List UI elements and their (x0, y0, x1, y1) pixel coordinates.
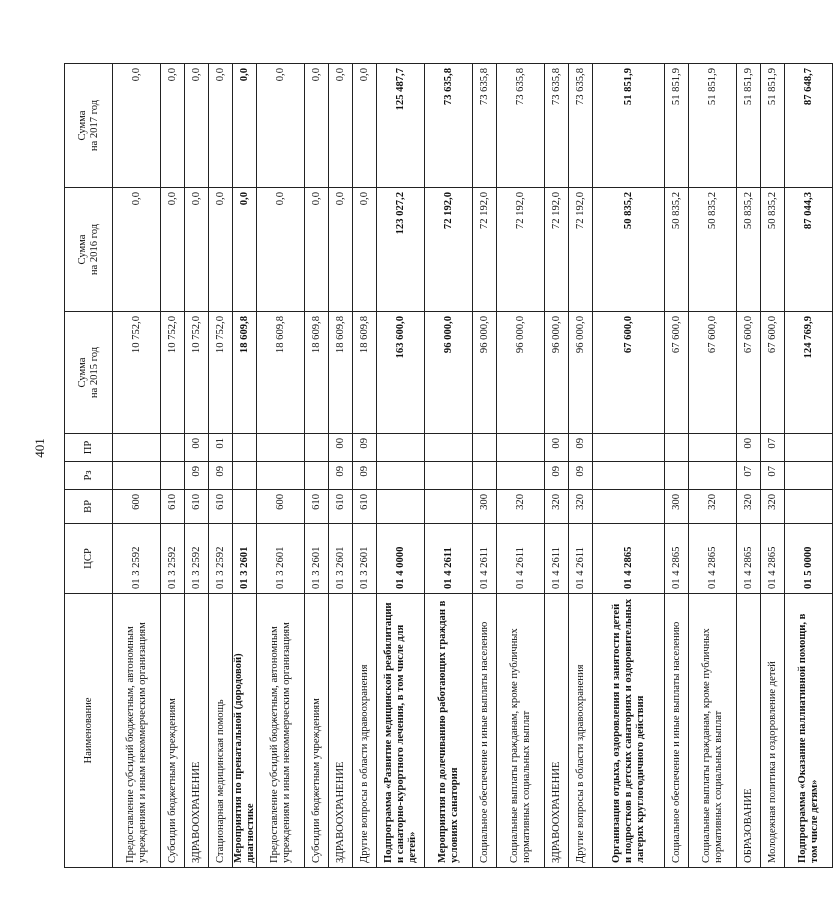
table-row (569, 64, 593, 868)
cell-vr: 610 (161, 490, 185, 524)
header-cell: Сумма на 2017 год (65, 64, 113, 188)
cell-rz (377, 462, 425, 490)
page-number: 401 (31, 438, 47, 458)
cell-csr: 01 3 2592 (185, 524, 209, 594)
cell-vr: 610 (353, 490, 377, 524)
cell-pr: 01 (209, 434, 233, 462)
cell-s2017: 73 635,8 (545, 64, 569, 188)
cell-s2016: 0,0 (185, 188, 209, 312)
cell-pr (473, 434, 497, 462)
table-row (233, 64, 257, 868)
cell-s2017: 51 851,9 (593, 64, 665, 188)
cell-csr: 01 3 2592 (161, 524, 185, 594)
cell-s2017: 0,0 (185, 64, 209, 188)
table-row (545, 64, 569, 868)
table-row (353, 64, 377, 868)
header-cell: ЦСР (65, 524, 113, 594)
cell-name: ЗДРАВООХРАНЕНИЕ (329, 594, 353, 868)
header-cell: Рз (65, 462, 113, 490)
cell-s2016: 72 192,0 (497, 188, 545, 312)
cell-s2015: 67 600,0 (689, 312, 737, 434)
header-cell: Сумма на 2015 год (65, 312, 113, 434)
cell-csr: 01 4 2865 (761, 524, 785, 594)
cell-s2016: 72 192,0 (425, 188, 473, 312)
cell-s2015: 96 000,0 (545, 312, 569, 434)
cell-vr: 610 (209, 490, 233, 524)
cell-rz (113, 462, 161, 490)
cell-s2015: 10 752,0 (209, 312, 233, 434)
cell-s2015: 10 752,0 (161, 312, 185, 434)
cell-vr: 320 (761, 490, 785, 524)
cell-rz: 09 (353, 462, 377, 490)
cell-s2015: 18 609,8 (233, 312, 257, 434)
cell-s2016: 0,0 (209, 188, 233, 312)
cell-rz: 09 (545, 462, 569, 490)
cell-s2016: 50 835,2 (761, 188, 785, 312)
table-row (185, 64, 209, 868)
cell-s2015: 96 000,0 (569, 312, 593, 434)
cell-s2017: 0,0 (329, 64, 353, 188)
cell-pr (257, 434, 305, 462)
cell-s2016: 0,0 (353, 188, 377, 312)
cell-rz: 09 (209, 462, 233, 490)
cell-vr: 320 (689, 490, 737, 524)
cell-name: Мероприятия по долечиванию работающих граждан в условиях санатория (425, 594, 473, 868)
cell-csr: 01 3 2601 (305, 524, 329, 594)
cell-s2017: 87 648,7 (785, 64, 833, 188)
cell-vr: 320 (497, 490, 545, 524)
cell-csr: 01 3 2601 (329, 524, 353, 594)
cell-s2016: 87 044,3 (785, 188, 833, 312)
cell-vr: 300 (665, 490, 689, 524)
table-header-row (65, 64, 113, 868)
cell-s2016: 0,0 (113, 188, 161, 312)
cell-vr: 600 (113, 490, 161, 524)
cell-pr: 00 (545, 434, 569, 462)
cell-name: Другие вопросы в области здравоохранения (569, 594, 593, 868)
cell-vr (785, 490, 833, 524)
cell-rz (785, 462, 833, 490)
cell-pr: 00 (329, 434, 353, 462)
cell-vr (593, 490, 665, 524)
header-cell: ПР (65, 434, 113, 462)
cell-s2017: 125 487,7 (377, 64, 425, 188)
cell-name: Субсидии бюджетным учреждениям (305, 594, 329, 868)
table-row (593, 64, 665, 868)
cell-name: Предоставление субсидий бюджетным, автономным учреждениям и иным некоммерческим организациям (257, 594, 305, 868)
cell-s2017: 0,0 (353, 64, 377, 188)
cell-s2015: 67 600,0 (665, 312, 689, 434)
cell-s2015: 124 769,9 (785, 312, 833, 434)
cell-s2017: 73 635,8 (473, 64, 497, 188)
cell-vr (377, 490, 425, 524)
cell-csr: 01 4 2865 (689, 524, 737, 594)
cell-rz: 09 (185, 462, 209, 490)
cell-name: ЗДРАВООХРАНЕНИЕ (185, 594, 209, 868)
cell-csr: 01 3 2592 (113, 524, 161, 594)
cell-csr: 01 3 2592 (209, 524, 233, 594)
cell-name: Социальные выплаты гражданам, кроме публичных нормативных социальных выплат (689, 594, 737, 868)
table-row (497, 64, 545, 868)
cell-vr (233, 490, 257, 524)
cell-s2017: 73 635,8 (497, 64, 545, 188)
cell-pr (689, 434, 737, 462)
cell-vr: 320 (737, 490, 761, 524)
cell-s2016: 0,0 (161, 188, 185, 312)
cell-pr (377, 434, 425, 462)
cell-csr: 01 5 0000 (785, 524, 833, 594)
cell-pr (161, 434, 185, 462)
cell-s2017: 0,0 (113, 64, 161, 188)
cell-s2017: 51 851,9 (761, 64, 785, 188)
cell-pr (665, 434, 689, 462)
cell-pr: 09 (569, 434, 593, 462)
cell-name: Социальные выплаты гражданам, кроме публичных нормативных социальных выплат (497, 594, 545, 868)
table-row (113, 64, 161, 868)
cell-s2017: 0,0 (305, 64, 329, 188)
cell-csr: 01 3 2601 (353, 524, 377, 594)
cell-csr: 01 4 2611 (473, 524, 497, 594)
cell-s2015: 67 600,0 (737, 312, 761, 434)
cell-s2015: 10 752,0 (113, 312, 161, 434)
cell-csr: 01 4 0000 (377, 524, 425, 594)
cell-s2017: 73 635,8 (569, 64, 593, 188)
cell-s2015: 18 609,8 (257, 312, 305, 434)
cell-s2015: 96 000,0 (497, 312, 545, 434)
cell-s2017: 51 851,9 (689, 64, 737, 188)
cell-csr: 01 4 2611 (569, 524, 593, 594)
cell-csr: 01 4 2865 (665, 524, 689, 594)
cell-rz: 07 (761, 462, 785, 490)
table-row (761, 64, 785, 868)
header-cell: Сумма на 2016 год (65, 188, 113, 312)
cell-pr (425, 434, 473, 462)
cell-s2016: 72 192,0 (569, 188, 593, 312)
cell-name: Стационарная медицинская помощь (209, 594, 233, 868)
budget-table (64, 63, 833, 868)
cell-vr: 320 (545, 490, 569, 524)
cell-s2016: 123 027,2 (377, 188, 425, 312)
cell-pr: 00 (185, 434, 209, 462)
cell-vr: 320 (569, 490, 593, 524)
cell-s2016: 50 835,2 (689, 188, 737, 312)
cell-rz (473, 462, 497, 490)
cell-s2015: 18 609,8 (353, 312, 377, 434)
cell-pr (785, 434, 833, 462)
cell-pr (305, 434, 329, 462)
cell-s2015: 163 600,0 (377, 312, 425, 434)
cell-name: Социальное обеспечение и иные выплаты населению (665, 594, 689, 868)
cell-s2016: 0,0 (257, 188, 305, 312)
cell-rz: 07 (737, 462, 761, 490)
table-row (689, 64, 737, 868)
cell-s2015: 18 609,8 (305, 312, 329, 434)
cell-name: Социальное обеспечение и иные выплаты населению (473, 594, 497, 868)
cell-rz (233, 462, 257, 490)
cell-csr: 01 4 2611 (425, 524, 473, 594)
cell-rz (689, 462, 737, 490)
cell-s2017: 0,0 (257, 64, 305, 188)
cell-s2016: 50 835,2 (737, 188, 761, 312)
cell-rz (593, 462, 665, 490)
cell-name: Подпрограмма «Развитие медицинской реабилитации и санаторно-курортного лечения, в том числе для детей» (377, 594, 425, 868)
cell-rz (257, 462, 305, 490)
cell-s2017: 73 635,8 (425, 64, 473, 188)
cell-pr: 07 (761, 434, 785, 462)
cell-pr (233, 434, 257, 462)
cell-name: Предоставление субсидий бюджетным, автономным учреждениям и иным некоммерческим организациям (113, 594, 161, 868)
cell-pr: 09 (353, 434, 377, 462)
cell-s2017: 0,0 (209, 64, 233, 188)
cell-s2017: 0,0 (161, 64, 185, 188)
header-cell: Наименование (65, 594, 113, 868)
cell-pr: 00 (737, 434, 761, 462)
cell-s2015: 18 609,8 (329, 312, 353, 434)
cell-name: Другие вопросы в области здравоохранения (353, 594, 377, 868)
cell-rz: 09 (569, 462, 593, 490)
cell-rz (305, 462, 329, 490)
cell-s2016: 0,0 (305, 188, 329, 312)
table-row (161, 64, 185, 868)
cell-s2017: 51 851,9 (665, 64, 689, 188)
cell-csr: 01 4 2865 (737, 524, 761, 594)
cell-s2017: 51 851,9 (737, 64, 761, 188)
cell-csr: 01 3 2601 (233, 524, 257, 594)
cell-vr: 300 (473, 490, 497, 524)
table-row (209, 64, 233, 868)
cell-s2016: 50 835,2 (593, 188, 665, 312)
cell-name: Субсидии бюджетным учреждениям (161, 594, 185, 868)
cell-s2016: 72 192,0 (545, 188, 569, 312)
cell-rz (161, 462, 185, 490)
cell-vr: 600 (257, 490, 305, 524)
cell-s2015: 96 000,0 (425, 312, 473, 434)
cell-vr: 610 (305, 490, 329, 524)
cell-pr (113, 434, 161, 462)
cell-pr (497, 434, 545, 462)
cell-s2015: 67 600,0 (593, 312, 665, 434)
table-row (377, 64, 425, 868)
table-row (785, 64, 833, 868)
cell-name: Мероприятия по пренатальной (дородовой) диагностике (233, 594, 257, 868)
cell-s2015: 96 000,0 (473, 312, 497, 434)
cell-s2016: 50 835,2 (665, 188, 689, 312)
cell-s2016: 0,0 (329, 188, 353, 312)
cell-csr: 01 4 2611 (545, 524, 569, 594)
cell-name: ОБРАЗОВАНИЕ (737, 594, 761, 868)
cell-csr: 01 4 2865 (593, 524, 665, 594)
table-row (665, 64, 689, 868)
cell-s2017: 0,0 (233, 64, 257, 188)
cell-s2016: 0,0 (233, 188, 257, 312)
cell-s2015: 10 752,0 (185, 312, 209, 434)
table-row (305, 64, 329, 868)
cell-rz (497, 462, 545, 490)
header-cell: ВР (65, 490, 113, 524)
cell-rz: 09 (329, 462, 353, 490)
cell-s2016: 72 192,0 (473, 188, 497, 312)
cell-csr: 01 4 2611 (497, 524, 545, 594)
cell-name: Организация отдыха, оздоровления и занятости детей и подростков в детских санаториях и оздоровительных лагерях круглогодичного действия (593, 594, 665, 868)
table-row (257, 64, 305, 868)
cell-name: ЗДРАВООХРАНЕНИЕ (545, 594, 569, 868)
cell-name: Подпрограмма «Оказание паллиативной помощи, в том числе детям» (785, 594, 833, 868)
table-row (329, 64, 353, 868)
cell-vr: 610 (329, 490, 353, 524)
cell-s2015: 67 600,0 (761, 312, 785, 434)
cell-vr: 610 (185, 490, 209, 524)
cell-csr: 01 3 2601 (257, 524, 305, 594)
cell-name: Молодежная политика и оздоровление детей (761, 594, 785, 868)
cell-vr (425, 490, 473, 524)
table-row (473, 64, 497, 868)
rotated-table-container (64, 64, 820, 868)
table-row (425, 64, 473, 868)
cell-rz (425, 462, 473, 490)
cell-pr (593, 434, 665, 462)
table-row (737, 64, 761, 868)
cell-rz (665, 462, 689, 490)
